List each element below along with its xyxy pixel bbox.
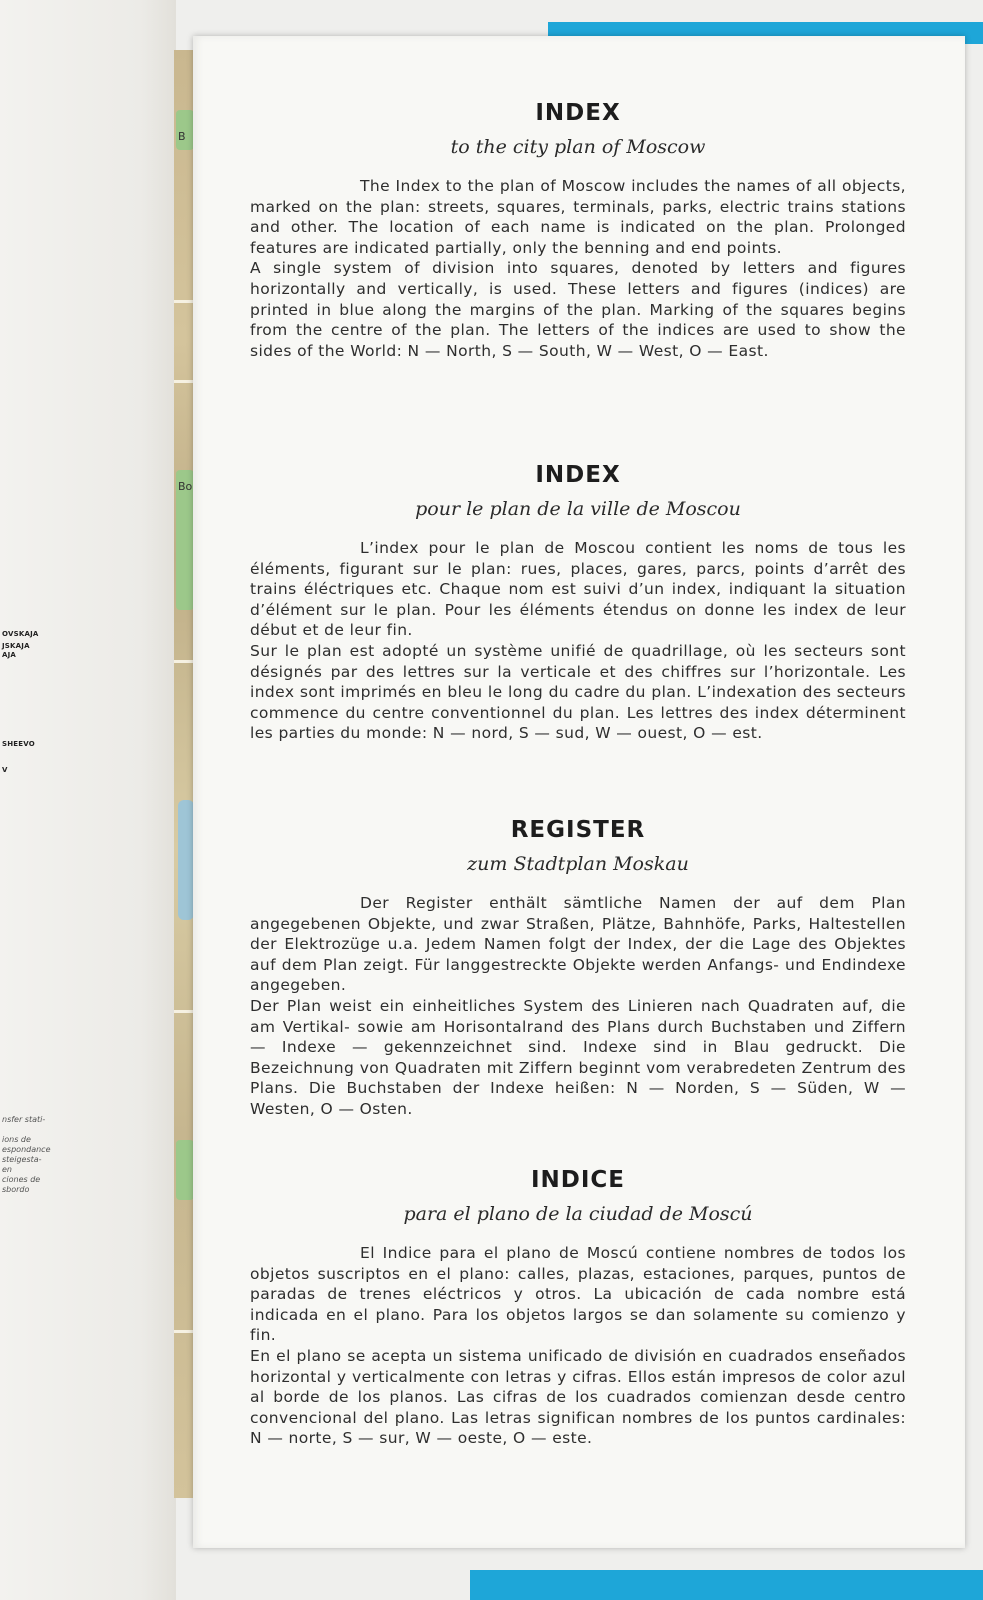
section-subtitle: to the city plan of Moscow bbox=[450, 136, 706, 158]
section-french bbox=[250, 462, 906, 744]
section-subtitle: pour le plan de la ville de Moscou bbox=[415, 498, 741, 520]
transfer-stations-legend bbox=[2, 1115, 72, 1195]
water-area bbox=[178, 800, 194, 920]
section-paragraph: The Index to the plan of Moscow includes the names of all objects, marked on the plan: streets, squares, terminals, parks, electric trains stations and other. The location of each name is indicated on the plan. Prolonged features are indicated partially, only the benning and end points. bbox=[250, 177, 906, 257]
section-spanish bbox=[250, 1167, 906, 1449]
map-strip-label: B bbox=[178, 130, 186, 143]
section-paragraph: L’index pour le plan de Moscou contient les noms de tous les éléments, figurant sur le plan: rues, places, gares, parcs, points d’arrêt des trains éléctriques etc. Chaque nom est suivi d’un index, indiquant la situation d’élément sur le plan. Pour les éléments étendus on donne les index de leur début et de leur fin. bbox=[250, 539, 906, 640]
legend-line: nsfer stati- bbox=[2, 1115, 46, 1124]
legend-line: ciones de bbox=[2, 1175, 41, 1184]
section-title: INDICE bbox=[530, 1167, 626, 1193]
section-paragraph: Der Register enthält sämtliche Namen der auf dem Plan angegebenen Objekte, und zwar Straßen, Plätze, Bahnhöfe, Parks, Haltestellen der Elektrozüge u.a. Jedem Namen folgt der Index, der die Lage des Objektes auf dem Plan zeigt. Für langgestreckte Objekte werden Anfangs- und Endindexe angegeben. bbox=[250, 894, 906, 995]
legend-line: ions de bbox=[2, 1135, 31, 1144]
map-label-4: SHEEVO bbox=[2, 740, 35, 748]
section-title: REGISTER bbox=[510, 817, 646, 843]
blue-cover-edge bbox=[470, 1570, 983, 1600]
legend-line: sbordo bbox=[2, 1185, 30, 1194]
park-area bbox=[176, 1140, 194, 1200]
section-subtitle: para el plano de la ciudad de Moscú bbox=[403, 1203, 753, 1225]
section-paragraph: En el plano se acepta un sistema unificado de división en cuadrados enseñados horizontal y verticalmente con letras y cifras. Ellos están impresos de color azul al borde de los planos. Las cifras de los cuadrados comienzan desde centro convencional del plano. Las letras significan nombres de los puntos cardinales: N — norte, S — sur, W — oeste, O — este. bbox=[250, 1346, 906, 1448]
index-page bbox=[193, 36, 965, 1548]
section-paragraph: Der Plan weist ein einheitliches System des Linieren nach Quadraten auf, die am Vertikal- sowie am Horisontalrand des Plans durch Buchstaben und Ziffern — Indexe — gekennzeichnet sind. Indexe sind in Blau gedruckt. Die Bezeichnung von Quadraten mit Ziffern beginnt vom verabredeten Zentrum des Plans. Die Buchstaben der Indexe heißen: N — Norden, S — Süden, W — Westen, O — Osten. bbox=[250, 996, 906, 1118]
section-title: INDEX bbox=[535, 100, 621, 126]
map-label-2: JSKAJA bbox=[2, 642, 30, 650]
section-english bbox=[250, 100, 906, 361]
left-cover-page bbox=[0, 0, 176, 1600]
legend-line: steigesta- bbox=[2, 1155, 42, 1164]
section-paragraph: Sur le plan est adopté un système unifié de quadrillage, où les secteurs sont désignés par des lettres sur la verticale et des chiffres sur l’horizontale. Les index sont imprimés en bleu le long du cadre du plan. L’indexation des secteurs commence du centre conventionnel du plan. Les lettres des index déterminent les parties du monde: N — nord, S — sud, W — ouest, O — est. bbox=[250, 641, 906, 743]
map-label-3: AJA bbox=[2, 651, 17, 659]
section-paragraph: El Indice para el plano de Moscú contiene nombres de todos los objetos suscriptos en el plano: calles, plazas, estaciones, parques, puntos de paradas de trenes eléctricos y otros. La ubicación de cada nombre está indicada en el plano. Para los objetos largos se dan solamente su comienzo y fin. bbox=[250, 1244, 906, 1345]
map-strip-label: Bo bbox=[178, 480, 193, 493]
map-label-1: OVSKAJA bbox=[2, 630, 39, 638]
section-german bbox=[250, 817, 906, 1120]
section-title: INDEX bbox=[535, 462, 621, 488]
section-subtitle: zum Stadtplan Moskau bbox=[467, 853, 689, 875]
legend-line: en bbox=[2, 1165, 12, 1174]
section-paragraph: A single system of division into squares, denoted by letters and figures horizontally and vertically, is used. These letters and figures (indices) are printed in blue along the margins of the plan. Marking of the squares begins from the centre of the plan. The letters of the indices are used to show the sides of the World: N — North, S — South, W — West, O — East. bbox=[250, 259, 906, 360]
legend-line: espondance bbox=[2, 1145, 51, 1154]
map-label-5: V bbox=[2, 766, 8, 774]
